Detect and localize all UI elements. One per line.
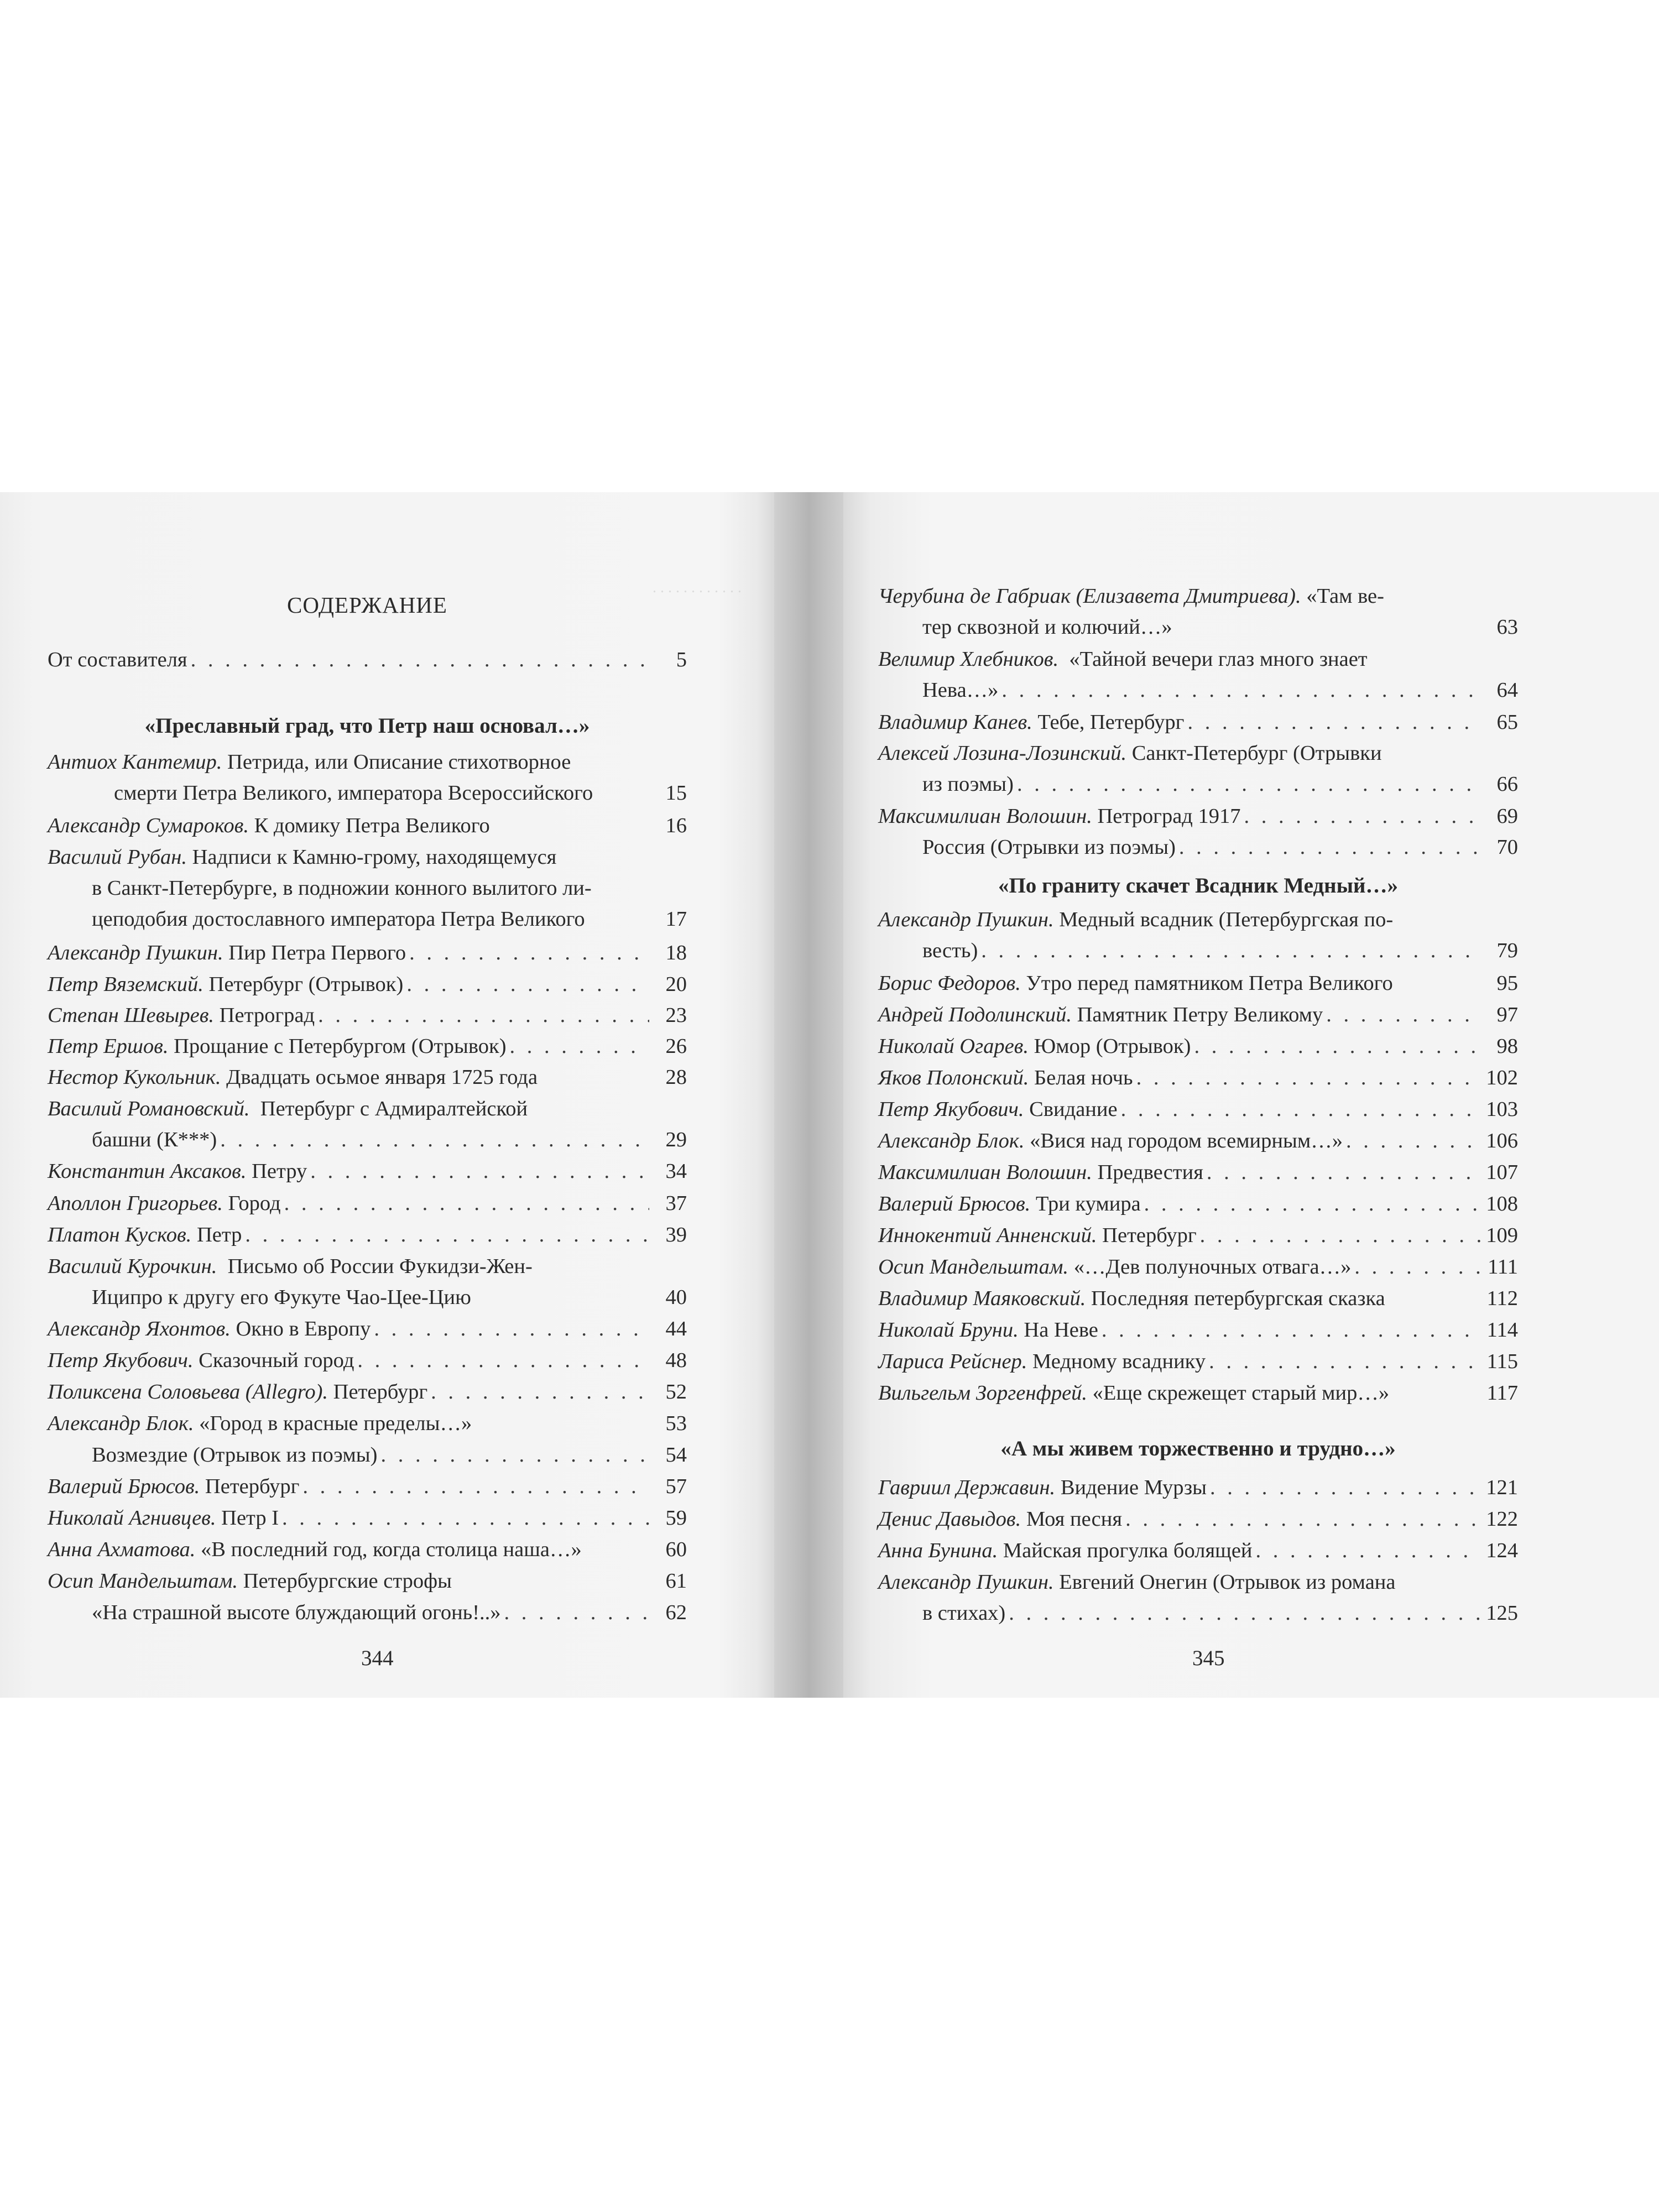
leader-dots — [282, 1503, 649, 1533]
toc-entry — [878, 1472, 1518, 1503]
entry-title: Петр — [196, 1223, 242, 1246]
entry-author: Аполлон Григорьев. — [48, 1192, 223, 1215]
page-number: 97 — [1496, 1003, 1518, 1026]
leader-dots — [1001, 675, 1480, 706]
entry-title: Петербург — [333, 1380, 428, 1404]
toc-entry — [48, 1313, 687, 1344]
toc-entry — [48, 1471, 687, 1502]
page-number: 26 — [665, 1035, 687, 1058]
entry-author: Лариса Рейснер. — [878, 1350, 1027, 1373]
page-number: 20 — [665, 973, 687, 996]
book-gutter — [774, 492, 843, 1698]
page-number-footer: 344 — [361, 1646, 394, 1670]
page-number: 69 — [1496, 805, 1518, 828]
entry-author: Максимилиан Волошин. — [878, 805, 1092, 828]
entry-title-cont: в Санкт-Петербурге, в подножии конного вылитого ли- — [92, 877, 592, 900]
toc-entry — [878, 1094, 1518, 1125]
entry-title-cont: Нева…» — [922, 679, 999, 702]
entry-author: Черубина де Габриак (Елизавета Дмитриева). — [878, 585, 1301, 608]
entry-author: Гавриил Державин. — [878, 1476, 1056, 1499]
toc-entry — [878, 904, 1518, 966]
left-page — [0, 492, 774, 1698]
page-number: 18 — [665, 941, 687, 964]
entry-title: Окно в Европу — [236, 1317, 371, 1340]
toc-entry — [48, 1219, 687, 1250]
page-number: 61 — [665, 1569, 687, 1593]
toc-entry — [878, 1188, 1518, 1219]
entry-author: Валерий Брюсов. — [48, 1475, 200, 1498]
entry-title-cont: смерти Петра Великого, императора Всероссийского — [114, 781, 593, 805]
entry-author: Петр Вяземский. — [48, 973, 204, 996]
entry-title: Видение Мурзы — [1060, 1476, 1207, 1499]
entry-author: Платон Кусков. — [48, 1223, 192, 1246]
page-number: 70 — [1496, 836, 1518, 859]
entry-author: Александр Сумароков. — [48, 814, 249, 837]
entry-title: Возмездие (Отрывок из поэмы) — [92, 1443, 378, 1467]
entry-title: Последняя петербургская сказка — [1091, 1287, 1385, 1310]
entry-author: Александр Блок. — [48, 1412, 194, 1435]
toc-entry — [878, 1031, 1518, 1062]
entry-author: Поликсена Соловьева (Allegro). — [48, 1380, 328, 1404]
entry-title: Санкт-Петербург (Отрывки — [1131, 742, 1382, 765]
toc-entry — [878, 1157, 1518, 1188]
entry-title-cont: в стихах) — [922, 1601, 1006, 1625]
entry-title: Письмо об России Фукидзи-Жен- — [227, 1255, 533, 1278]
entry-title: Моя песня — [1026, 1507, 1123, 1531]
leader-dots — [504, 1597, 649, 1628]
toc-entry — [48, 1093, 687, 1155]
leader-dots — [1187, 707, 1480, 738]
leader-dots — [409, 937, 649, 968]
leader-dots — [302, 1471, 649, 1502]
entry-title: Город — [228, 1192, 281, 1215]
page-number-footer: 345 — [1192, 1646, 1225, 1670]
entry-author: Денис Давыдов. — [878, 1507, 1021, 1531]
leader-dots — [1209, 1346, 1480, 1377]
page-number: 52 — [665, 1380, 687, 1404]
leader-dots — [318, 1000, 649, 1031]
toc-entry — [48, 937, 687, 968]
page-number: 62 — [665, 1601, 687, 1624]
entry-author: Александр Пушкин. — [48, 941, 223, 964]
entry-author: Осип Мандельштам. — [48, 1569, 238, 1593]
entry-title: Петербург с Адмиралтейской — [260, 1097, 528, 1120]
page-number: 65 — [1496, 711, 1518, 734]
toc-entry — [878, 1283, 1518, 1314]
entry-author: Петр Ершов. — [48, 1035, 169, 1058]
leader-dots — [510, 1031, 649, 1062]
entry-author: Анна Бунина. — [878, 1539, 998, 1562]
entry-author: Нестор Кукольник. — [48, 1066, 221, 1089]
entry-title: Предвестия — [1097, 1161, 1203, 1184]
entry-title: Белая ночь — [1034, 1066, 1133, 1089]
toc-entry — [878, 999, 1518, 1030]
page-number: 44 — [665, 1317, 687, 1340]
toc-entry — [878, 832, 1518, 863]
entry-title: Петру — [252, 1160, 307, 1183]
entry-author: Николай Огарев. — [878, 1035, 1029, 1058]
entry-author: Петр Якубович. — [878, 1098, 1024, 1121]
leader-dots — [374, 1313, 649, 1344]
entry-title: Петр I — [221, 1506, 279, 1530]
leader-dots — [1136, 1062, 1480, 1093]
leader-dots — [357, 1345, 649, 1376]
page-number: 117 — [1486, 1381, 1518, 1405]
entry-title: Надписи к Камню-грому, находящемуся — [192, 846, 557, 869]
toc-entry — [48, 1566, 687, 1597]
entry-author: Александр Блок. — [878, 1129, 1025, 1152]
leader-dots — [1009, 1598, 1480, 1629]
toc-entry — [48, 1503, 687, 1533]
entry-author: Яков Полонский. — [878, 1066, 1029, 1089]
entry-title: Петроград — [219, 1004, 315, 1027]
toc-entry — [878, 707, 1518, 738]
toc-entry — [48, 747, 687, 808]
leader-dots — [406, 969, 649, 1000]
entry-title: Три кумира — [1035, 1192, 1141, 1215]
entry-title: Россия (Отрывки из поэмы) — [922, 836, 1176, 859]
entry-title: «Вися над городом всемирным…» — [1030, 1129, 1343, 1152]
entry-title: «…Дев полуночных отвага…» — [1073, 1255, 1352, 1279]
page-number: 79 — [1496, 939, 1518, 962]
page-number: 60 — [665, 1538, 687, 1561]
toc-entry — [48, 810, 687, 841]
entry-title-cont: цеподобия достославного императора Петра Великого — [92, 907, 585, 931]
page-number: 114 — [1486, 1318, 1518, 1342]
entry-title: «На страшной высоте блуждающий огонь!..» — [92, 1601, 501, 1624]
page-number: 16 — [665, 814, 687, 837]
toc-entry — [48, 1251, 687, 1313]
leader-dots — [981, 935, 1480, 966]
entry-title: Юмор (Отрывок) — [1034, 1035, 1191, 1058]
entry-title: От составителя — [48, 648, 187, 671]
entry-title: Пир Петра Первого — [228, 941, 406, 964]
entry-title: Прощание с Петербургом (Отрывок) — [174, 1035, 507, 1058]
page-number: 63 — [1496, 615, 1518, 639]
toc-entry — [48, 1031, 687, 1062]
entry-title: Утро перед памятником Петра Великого — [1026, 972, 1393, 995]
entry-title: «Город в красные пределы…» — [199, 1412, 472, 1435]
entry-title: Петрида, или Описание стихотворное — [227, 750, 571, 774]
entry-author: Николай Бруни. — [878, 1318, 1019, 1342]
entry-title: Петербург (Отрывок) — [208, 973, 404, 996]
leader-dots — [1125, 1504, 1480, 1535]
entry-title: Петербург — [1102, 1224, 1197, 1247]
toc-entry — [48, 1062, 687, 1093]
entry-author: Владимир Маяковский. — [878, 1287, 1086, 1310]
page-number: 40 — [665, 1286, 687, 1309]
toc-entry — [878, 1346, 1518, 1377]
toc-entry — [878, 1504, 1518, 1535]
contents-title: СОДЕРЖАНИЕ — [287, 592, 447, 618]
section-heading-2: «По граниту скачет Всадник Медный…» — [998, 874, 1399, 898]
entry-author: Василий Романовский. — [48, 1097, 250, 1120]
entry-author: Анна Ахматова. — [48, 1538, 196, 1561]
entry-author: Валерий Брюсов. — [878, 1192, 1031, 1215]
entry-title: Петроград 1917 — [1097, 805, 1241, 828]
entry-author: Алексей Лозина-Лозинский. — [878, 742, 1127, 765]
page-number: 106 — [1486, 1129, 1518, 1152]
toc-entry — [48, 1439, 687, 1470]
entry-title: Петербургские строфы — [243, 1569, 452, 1593]
page-number: 29 — [665, 1128, 687, 1151]
leader-dots — [1256, 1535, 1480, 1566]
leader-dots — [1179, 832, 1480, 863]
entry-author: Антиох Кантемир. — [48, 750, 222, 774]
entry-author: Борис Федоров. — [878, 972, 1021, 995]
entry-author: Осип Мандельштам. — [878, 1255, 1069, 1279]
toc-entry — [48, 969, 687, 1000]
entry-title: Евгений Онегин (Отрывок из романа — [1059, 1571, 1396, 1594]
page-number: 107 — [1486, 1161, 1518, 1184]
entry-author: Вильгельм Зоргенфрей. — [878, 1381, 1088, 1405]
section-heading-1: «Преславный град, что Петр наш основал…» — [144, 714, 590, 738]
page-number: 121 — [1486, 1476, 1518, 1499]
entry-title: Петербург — [205, 1475, 300, 1498]
entry-author: Александр Пушкин. — [878, 908, 1054, 931]
leader-dots — [380, 1439, 649, 1470]
toc-entry — [878, 1251, 1518, 1282]
entry-title: Майская прогулка болящей — [1003, 1539, 1253, 1562]
toc-entry — [878, 644, 1518, 706]
bleed-through-text: . . . . . . . . . . . . — [653, 579, 742, 596]
entry-title: «Тайной вечери глаз много знает — [1069, 648, 1368, 671]
page-number: 37 — [665, 1192, 687, 1215]
page-number: 34 — [665, 1160, 687, 1183]
entry-author: Александр Яхонтов. — [48, 1317, 231, 1340]
leader-dots — [1244, 801, 1481, 832]
toc-entry-intro — [48, 644, 687, 675]
toc-entry — [878, 1062, 1518, 1093]
toc-entry — [878, 1314, 1518, 1345]
page-number: 23 — [665, 1004, 687, 1027]
page-number: 39 — [665, 1223, 687, 1246]
page-number: 5 — [676, 648, 687, 671]
page-number: 95 — [1496, 972, 1518, 995]
entry-title-cont: тер сквозной и колючий…» — [922, 615, 1172, 639]
toc-entry — [48, 1376, 687, 1407]
entry-author: Константин Аксаков. — [48, 1160, 247, 1183]
leader-dots — [1346, 1125, 1480, 1156]
page-number: 115 — [1486, 1350, 1518, 1373]
toc-entry — [48, 842, 687, 935]
toc-entry — [878, 1125, 1518, 1156]
page-number: 125 — [1486, 1601, 1518, 1625]
toc-entry — [878, 738, 1518, 800]
leader-dots — [1144, 1188, 1480, 1219]
entry-title: Медный всадник (Петербургская по- — [1059, 908, 1394, 931]
toc-entry — [48, 1597, 687, 1628]
leader-dots — [191, 644, 649, 675]
leader-dots — [284, 1188, 649, 1219]
page-number: 54 — [665, 1443, 687, 1467]
entry-author: Иннокентий Анненский. — [878, 1224, 1097, 1247]
entry-title-cont: башни (К***) — [92, 1128, 217, 1151]
toc-entry — [878, 801, 1518, 832]
entry-author: Николай Агнивцев. — [48, 1506, 216, 1530]
page-number: 57 — [665, 1475, 687, 1498]
leader-dots — [220, 1124, 649, 1155]
toc-entry — [878, 968, 1518, 999]
page-number: 111 — [1488, 1255, 1518, 1279]
leader-dots — [245, 1219, 649, 1250]
entry-title: Медному всаднику — [1032, 1350, 1206, 1373]
entry-title-cont: весть) — [922, 939, 978, 962]
leader-dots — [1200, 1220, 1480, 1251]
page-number: 112 — [1486, 1287, 1518, 1310]
left-toc-column — [48, 492, 687, 1698]
toc-entry — [878, 1378, 1518, 1408]
leader-dots — [1210, 1472, 1480, 1503]
page-number: 53 — [665, 1412, 687, 1435]
toc-entry — [878, 1567, 1518, 1629]
entry-title: «Еще скрежещет старый мир…» — [1092, 1381, 1390, 1405]
toc-entry — [878, 581, 1518, 643]
page-number: 109 — [1486, 1224, 1518, 1247]
toc-entry — [878, 1535, 1518, 1566]
entry-title: Тебе, Петербург — [1037, 711, 1185, 734]
toc-entry — [48, 1345, 687, 1376]
entry-title: На Неве — [1024, 1318, 1098, 1342]
entry-title: Памятник Петру Великому — [1077, 1003, 1323, 1026]
entry-author: Василий Рубан. — [48, 846, 187, 869]
leader-dots — [431, 1376, 649, 1407]
page-number: 28 — [665, 1066, 687, 1089]
leader-dots — [1326, 999, 1480, 1030]
right-page — [843, 492, 1659, 1698]
entry-author: Петр Якубович. — [48, 1349, 194, 1372]
entry-title: «В последний год, когда столица наша…» — [201, 1538, 582, 1561]
leader-dots — [1017, 769, 1480, 800]
entry-title-cont: из поэмы) — [922, 773, 1014, 796]
page-number: 66 — [1496, 773, 1518, 796]
page-number: 122 — [1486, 1507, 1518, 1531]
toc-entry — [48, 1156, 687, 1187]
entry-title-cont: Иципро к другу его Фукуте Чао-Цее-Цию — [92, 1286, 471, 1309]
page-number: 103 — [1486, 1098, 1518, 1121]
entry-author: Владимир Канев. — [878, 711, 1032, 734]
page-number: 17 — [665, 907, 687, 931]
page-number: 48 — [665, 1349, 687, 1372]
entry-author: Александр Пушкин. — [878, 1571, 1054, 1594]
leader-dots — [1121, 1094, 1480, 1125]
toc-entry — [48, 1188, 687, 1219]
entry-title: «Там ве- — [1306, 585, 1384, 608]
right-toc-column — [878, 492, 1518, 1698]
toc-entry — [48, 1534, 687, 1565]
leader-dots — [1207, 1157, 1480, 1188]
toc-entry — [878, 1220, 1518, 1251]
section-heading-3: «А мы живем торжественно и трудно…» — [1000, 1437, 1396, 1460]
page-number: 124 — [1486, 1539, 1518, 1562]
page-number: 102 — [1486, 1066, 1518, 1089]
toc-entry — [48, 1408, 687, 1439]
entry-author: Велимир Хлебников. — [878, 648, 1059, 671]
page-number: 64 — [1496, 679, 1518, 702]
entry-title: К домику Петра Великого — [254, 814, 490, 837]
entry-author: Степан Шевырев. — [48, 1004, 215, 1027]
leader-dots — [1102, 1314, 1480, 1345]
page-number: 59 — [665, 1506, 687, 1530]
entry-title: Свидание — [1029, 1098, 1118, 1121]
entry-author: Василий Курочкин. — [48, 1255, 217, 1278]
entry-title: Сказочный город — [199, 1349, 354, 1372]
leader-dots — [310, 1156, 649, 1187]
leader-dots — [1194, 1031, 1480, 1062]
entry-author: Максимилиан Волошин. — [878, 1161, 1092, 1184]
entry-author: Андрей Подолинский. — [878, 1003, 1072, 1026]
page-number: 108 — [1486, 1192, 1518, 1215]
page-number: 98 — [1496, 1035, 1518, 1058]
page-number: 15 — [665, 781, 687, 805]
leader-dots — [1354, 1251, 1480, 1282]
entry-title: Двадцать осьмое января 1725 года — [226, 1066, 538, 1089]
toc-entry — [48, 1000, 687, 1031]
